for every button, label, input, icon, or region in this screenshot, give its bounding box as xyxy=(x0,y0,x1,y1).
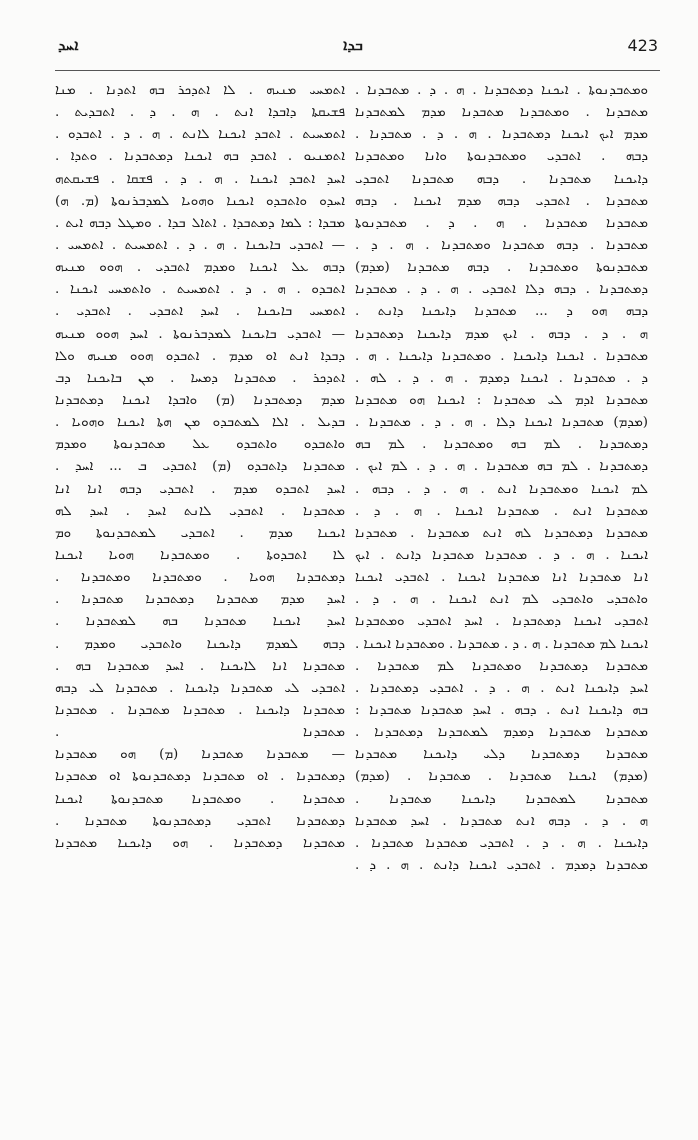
text-line: — ܐܬܒܕܝ ܒܐܝܟܢܐ . ܗ . ܕ . ܐܬܡܚܝܬ . ܐܬܡܚܝ . xyxy=(55,237,345,253)
text-line: ܡܬܒܕܢܐ ܕܐܬܒܕܘ (ܡ) ܐܬܒܕܝ ܒ ... ܐܚܕ . xyxy=(55,459,345,475)
text-line: ܡܒܕܐ : ܠܡܐ ܕܡܬܒܕܐ . ܐܬܐܠ ܒܕܐ . ܘܡܛܠ ܕܒܗ ܐܝܬ . xyxy=(55,215,345,231)
text-line: ܐܚܕ ܡܕܡ ܡܬܒܕܢܐ ܕܡܬܒܕܢܐ ܡܬܒܕܢܐ . xyxy=(55,592,345,608)
text-line: ܡܬܒܕܢܐ ܕܐܝܟܢܐ . ܡܬܒܕܢܐ ܡܬܒܕܢܐ . ܡܬܒܕܢܐ xyxy=(55,702,345,718)
text-line: ܐܬܡܢܝܘ . ܐܬܒܕ ܒܗ ܐܝܟܢܐ ܕܡܬܒܕܢܐ . ܘܬܕܐ . xyxy=(55,149,345,165)
text-line: ܡܬܒܕܢܐ . ܐܝܟܢܐ ܕܐܝܟܢܐ . ܘܡܬܒܕܢܐ ܕܐܝܟܢܐ . ܗ . xyxy=(355,348,648,364)
text-line: ܕܒܗ ܗܘ ܕ ... ܡܬܒܕܢܐ ܕܐܝܟܢܐ ܕܐܢܬ . xyxy=(355,304,648,320)
text-line: ܐܚܕܘ ܘܐܬܒܕܘ ܐܝܟܢܐ ܘܗܘܝܐ ܠܡܕܒܪܢܘܬܐ (ܡ. ܗ) xyxy=(55,193,345,209)
text-line: ܡܬܒܕܢܐ ܕܡܬܒܕܢܐ ܕܠܝ ܕܐܝܟܢܐ ܡܬܒܕܢܐ xyxy=(355,747,648,763)
text-line: — ܡܬܒܕܢܐ ܡܬܒܕܢܐ (ܡ) ܗܘ ܡܬܒܕܢܐ xyxy=(55,747,345,763)
text-line: ܡܬܒܕܢܐ . ܘܡܬܒܕܢܐ ܡܬܒܕܢܐ ܡܕܡ ܠܡܬܒܕܢܐ xyxy=(355,105,648,121)
text-line: ܦܫܝܩܬܐ ܕܐܒܕܐ ܐܢܬ . ܗ . ܕ . ܐܬܒܕܝܬ . xyxy=(55,105,345,121)
right-column xyxy=(355,80,648,877)
text-line: ܐܢܐ ܡܬܒܕܢܐ ܐܢܐ ܡܬܒܕܢܐ ܐܝܟܢܐ . ܐܬܒܕܝ ܐܝܟܢܐ xyxy=(355,570,648,586)
text-line: ܡܬܒܕܢܐ . ܘܡܬܒܕܢܐ ܡܬܒܕܢܘܬܐ ܐܝܟܢܐ xyxy=(55,791,345,807)
header-center-word: ܒܕܐ xyxy=(343,36,363,54)
text-line: ܐܚܕ ܕܐܝܟܢܐ ܐܢܬ . ܗ . ܕ . ܐܬܒܕܝ ܕܡܬܒܕܢܐ . xyxy=(355,680,648,696)
text-line: ܘܐܬܒܕܝ ܘܐܬܒܕܝ ܠܡ ܐܢܬ ܐܝܟܢܐ . ܗ . ܕ . xyxy=(355,592,648,608)
text-line: ܡܬܒܕܢܐ . ܐܬܒܕܝ ܠܐܢܬ ܐܚܕ . ܐܚܕ ܠܗ xyxy=(55,503,345,519)
text-line: ܡܬܒܕܢܐ ܠܡܬܒܕܢܐ ܕܐܝܟܢܐ ܡܬܒܕܢܐ . xyxy=(355,791,648,807)
text-line: ܕܐܝܟܢܐ ܡܬܒܕܢܐ . ܕܒܗ ܡܬܒܕܢܐ ܐܬܒܕܝ xyxy=(355,171,648,187)
text-line: ܡܬܒܕܢܐ ܕܡܬܒܕܢܐ ܘܡܬܒܕܢܐ ܠܡ ܡܬܒܕܢܐ . xyxy=(355,658,648,674)
text-line: ܡܬܒܕܢܐ . ܐܬܒܕܝ ܕܒܗ ܡܕܡ ܐܝܟܢܐ . ܕܒܗ xyxy=(355,193,648,209)
text-line: ܕܡܬܒܕܢܐ . ܠܡ ܒܗ ܡܬܒܕܢܐ . ܗ . ܕ . ܠܡ ܐܝܟ . xyxy=(355,459,648,475)
text-line: ܕܐܝܟܢܐ . ܗ . ܕ . ܐܬܒܕܝ ܡܬܒܕܢܐ ܡܬܒܕܢܐ . xyxy=(355,835,648,851)
text-line: ܕܡܬܒܕܢܐ ܐܬܒܕܝ ܕܡܬܒܕܢܘܬܐ ܡܬܒܕܢܐ . xyxy=(55,813,345,829)
text-line: ܡܬܒܕܢܐ ܡܬܒܕܢܐ ܕܡܕܡ ܠܡܬܒܕܢܐ ܕܡܬܒܕܢܐ . xyxy=(355,725,648,741)
text-line: ܕܡܬܒܕܢܐ . ܕܒܗ ܕܠܐ ܐܬܒܕܝ . ܗ . ܕ . ܡܬܒܕܢܐ xyxy=(355,282,648,298)
text-line: ܠܐ ܐܬܒܕܘܬܐ . ܘܡܬܒܕܢܐ ܗܘܝܐ ܐܝܟܢܐ xyxy=(55,547,345,563)
text-line: ܡܬܒܕܢܐ ܡܬܒܕܢܐ . ܗ . ܕ . ܡܬܒܕܢܘܬܐ xyxy=(355,215,648,231)
text-line: ܡܬܒܕܢܐ ܐܕܡ ܠܝ ܡܬܒܕܢܐ : ܐܝܟܢܐ ܗܘ ܡܬܒܕܢܐ xyxy=(355,392,648,408)
text-line: ܘܐܬܒܕܘ ܘܐܬܒܕܘ ܥܠ ܡܬܒܕܢܘܬܐ ܘܡܕܡ xyxy=(55,437,345,453)
header-left-word: ܐܚܕ xyxy=(58,36,79,54)
text-line: ܘܡܬܒܕܢܘܬܐ . ܐܝܟܢܐ ܕܡܬܒܕܢܐ . ܗ . ܕ . ܡܬܒܕܢܐ . xyxy=(355,83,648,98)
text-line: ܡܬܒܕܢܐ ܕܡܕܡ . ܐܬܒܕܝ ܐܝܟܢܐ ܕܐܢܬ . ܗ . ܕ . xyxy=(355,857,648,873)
text-line: ܐܝܟܢܐ . ܗ . ܕ . ܡܬܒܕܢܐ ܡܬܒܕܢܐ ܕܐܢܬ . ܐܝܟ xyxy=(355,547,648,563)
text-line: (ܡܕܡ) ܡܬܒܕܢܐ ܐܝܟܢܐ ܕܠܐ . ܗ . ܕ . ܡܬܒܕܢܐ . xyxy=(355,415,648,431)
text-line: ܡܬܒܕܢܐ . xyxy=(55,725,345,741)
text-line: ܐܬܡܚܝܬ . ܐܬܒܕ ܐܝܟܢܐ ܠܐܢܬ . ܗ . ܕ . ܐܬܒܕܘ . xyxy=(55,127,345,143)
text-line: ܡܕܡ ܕܡܬܒܕܢܐ (ܡ) ܘܐܒܕܐ ܐܝܟܢܐ ܕܡܬܒܕܢܐ xyxy=(55,392,345,408)
text-line: ܐܚܕ ܐܬܒܕ ܐܝܟܢܐ . ܗ . ܕ . ܦܫܩܐ . ܦܫܝܩܬܗ xyxy=(55,171,345,187)
text-line: ܒܕܝܠ . ܐܠܐ ܠܡܬܒܕܘ ܡܢ ܗܬܐ ܐܝܟܢܐ ܘܗܘܝܐ . xyxy=(55,415,345,431)
text-line: ܕܡܬܒܕܢܐ . ܐܘ ܡܬܒܕܢܐ ܕܡܬܒܕܢܘܬܐ ܐܘ ܡܬܒܕܢܐ xyxy=(55,769,345,785)
text-line: ܐܬܒܕܝ ܠܝ ܡܬܒܕܢܐ ܕܐܝܟܢܐ . ܡܬܒܕܢܐ ܠܝ ܕܒܗ xyxy=(55,680,345,696)
text-line: ܕ . ܡܬܒܕܢܐ . ܐܝܟܢܐ ܕܡܕܡ . ܗ . ܕ . ܠܗ . xyxy=(355,370,648,386)
text-line: ܐܬܡܚܝ ܒܐܝܟܢܐ . ܐܚܕ ܐܬܒܕܝ . ܐܬܒܕܝ . xyxy=(55,304,345,320)
page-number: 423 xyxy=(627,36,658,55)
text-line: ܠܡ ܐܝܟܢܐ ܘܡܬܒܕܢܐ ܐܢܬ . ܗ . ܕ . ܕܒܗ . xyxy=(355,481,648,497)
text-line: ܕܒܗ ܠܡܕܡ ܕܐܝܟܢܐ ܘܐܬܒܕܝ ܘܡܕܡ . xyxy=(55,636,345,652)
left-column xyxy=(55,80,345,855)
text-line: ܗ . ܕ . ܕܒܗ . ܐܝܟ ܡܕܡ ܕܐܝܟܢܐ ܕܡܬܒܕܢܐ xyxy=(355,326,648,342)
text-line: ܕܡܬܒܕܢܐ . ܠܡ ܒܗ ܘܡܬܒܕܢܐ . ܠܡ ܒܗ xyxy=(355,437,648,453)
text-line: ܐܝܟܢܐ ܡܕܡ . ܐܬܒܕܝ ܠܡܬܒܕܢܘܬܐ ܘܡ xyxy=(55,525,345,541)
text-line: ܡܬܒܕܢܐ ܐܢܬ . ܡܬܒܕܢܐ ܐܝܟܢܐ . ܗ . ܕ . xyxy=(355,503,648,519)
text-line: ܒܗ ܕܐܝܟܢܐ ܐܢܬ . ܕܒܗ . ܐܚܕ ܡܬܒܕܢܐ ܡܬܒܕܢܐ : xyxy=(355,702,648,718)
text-line: ܐܬܒܕܘ . ܗ . ܕ . ܐܬܡܚܝܬ . ܘܐܬܡܚܝ ܐܝܟܢܐ . xyxy=(55,282,345,298)
text-line: ܡܕܡ ܐܝܟ ܐܝܟܢܐ ܕܡܬܒܕܢܐ . ܗ . ܕ . ܡܬܒܕܢܐ . xyxy=(355,127,648,143)
text-line: ܗ . ܕ . ܕܒܗ ܐܢܬ ܡܬܒܕܢܐ . ܐܚܕ ܡܬܒܕܢܐ xyxy=(355,813,648,829)
text-line: ܡܬܒܕܢܘܬܐ ܘܡܬܒܕܢܐ . ܕܒܗ ܡܬܒܕܢܐ (ܡܕܡ) xyxy=(355,260,648,276)
text-line: ܡܬܒܕܢܐ ܕܡܬܒܕܢܐ . ܗܘ ܕܐܝܟܢܐ ܡܬܒܕܢܐ xyxy=(55,835,345,851)
header-rule xyxy=(55,70,660,71)
text-line: ܐܬܕܟܪ . ܡܬܒܕܢܐ ܕܡܚܐ . ܡܢ ܒܐܝܟܢܐ ܕܒ xyxy=(55,370,345,386)
text-line: — ܐܬܒܕܝ ܒܐܝܟܢܐ ܠܡܕܒܪܢܘܬܐ . ܐܚܕ ܗܘܘ ܡܢܝܗ xyxy=(55,326,345,342)
text-line: ܡܬܒܕܢܐ . ܕܒܗ ܡܬܒܕܢܐ ܘܡܬܒܕܢܐ . ܗ . ܕ . xyxy=(355,237,648,253)
text-line: ܕܒܕܐ ܐܢܬ ܐܘ ܡܕܡ . ܐܬܒܕܘ ܗܘܘ ܡܢܝܗ ܘܠܐ xyxy=(55,348,345,364)
text-line: ܕܒܗ . ܐܬܒܕܝ ܘܡܬܒܕܢܘܬܐ ܘܐܢܐ ܘܡܬܒܕܢܐ xyxy=(355,149,648,165)
text-line: ܐܚܕ ܐܬܒܕܘ ܡܕܡ . ܐܬܒܕܝ ܕܒܗ ܐܢܐ ܐܢܐ xyxy=(55,481,345,497)
text-line: ܡܬܒܕܢܐ ܐܢܐ ܠܐܝܟܢܐ . ܐܚܕ ܡܬܒܕܢܐ ܒܗ . xyxy=(55,658,345,674)
page-header xyxy=(48,30,658,60)
text-line: (ܡܕܡ) ܐܝܟܢܐ ܡܬܒܕܢܐ . ܡܬܒܕܢܐ . (ܡܕܡ) xyxy=(355,769,648,785)
text-line: ܡܬܒܕܢܐ ܕܡܬܒܕܢܐ ܠܗ ܐܢܬ ܡܬܒܕܢܐ . ܡܬܒܕܢܐ xyxy=(355,525,648,541)
text-line: ܐܝܟܢܐ ܠܡ ܡܬܒܕܢܐ . ܗ . ܕ . ܡܬܒܕܢܐ . ܘܡܬܒܕܢܐ ܐܝܟܢܐ . xyxy=(355,636,648,652)
text-line: ܐܬܡܚܝ ܡܢܝܗ . ܠܐ ܐܬܕܟܪ ܒܗ ܐܬܕܢܐ . ܡܢܐ xyxy=(55,83,345,98)
text-line: ܕܡܬܒܕܢܐ ܗܘܝܐ . ܘܡܬܒܕܢܐ ܘܡܬܒܕܢܐ . xyxy=(55,570,345,586)
text-line: ܐܬܒܕܝ ܐܝܟܢܐ ܕܡܬܒܕܢܐ . ܐܚܕ ܐܬܒܕܝ ܘܡܬܒܕܢܐ xyxy=(355,614,648,630)
text-line: ܕܒܗ ܥܠ ܐܝܟܢܐ ܘܡܕܡ ܐܬܒܕܝ . ܗܘܘ ܡܢܝܗ xyxy=(55,260,345,276)
text-line: ܐܚܕ ܐܝܟܢܐ ܡܬܒܕܢܐ ܒܗ ܠܡܬܒܕܢܐ . xyxy=(55,614,345,630)
